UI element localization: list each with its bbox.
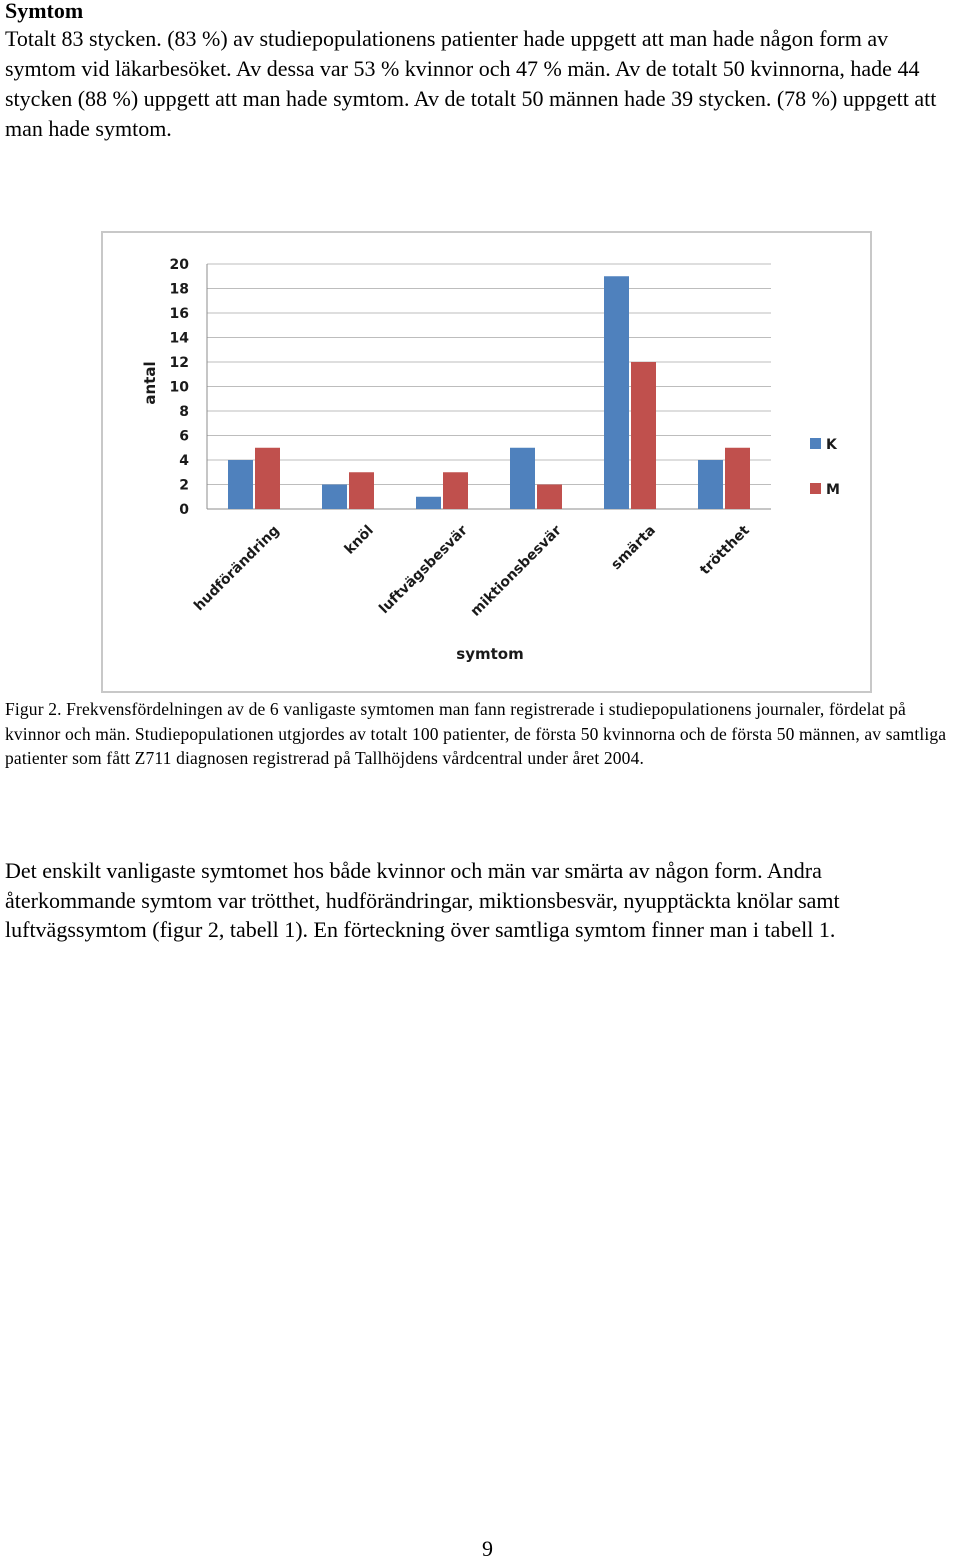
x-category-label: hudförändring [191,522,283,615]
bar-K-luftvägsbesvär [416,497,441,509]
y-tick-label: 12 [169,355,189,371]
y-tick-label: 2 [179,477,189,494]
x-category-label: trötthet [697,522,753,579]
y-tick-label: 10 [169,379,189,396]
x-category-label: knöl [341,522,377,558]
y-tick-label: 8 [179,404,189,420]
y-tick-label: 4 [179,453,189,469]
results-paragraph: Det enskilt vanligaste symtomet hos både kvinnor och män var smärta av någon form. Andra återkommande symtom var trötthet, hudförändringar, miktionsbesvär, nyupptäckta knölar samt luftvägssymtom (figur 2, tabell 1). En förteckning över samtliga symtom finner man i tabell 1. [5,858,840,942]
y-axis-title: antal [141,361,159,405]
bar-K-trötthet [698,460,723,509]
figure-2-chart [101,231,872,693]
bar-K-smärta [604,276,629,509]
intro-paragraph: Totalt 83 stycken. (83 %) av studiepopulationens patienter hade uppgett att man hade någon form av symtom vid läkarbesöket. Av dessa var 53 % kvinnor och 47 % män. Av de totalt 50 kvinnorna, hade 44 stycken (88 %) uppgett att man hade symtom. Av de totalt 50 männen hade 39 stycken. (78 %) uppgett att man hade symtom. [5,26,937,141]
bar-K-knöl [322,485,347,510]
x-axis-title: symtom [456,645,524,663]
bar-M-smärta [631,362,656,509]
figure-caption: Figur 2. Frekvensfördelningen av de 6 vanligaste symtomen man fann registrerade i studiepopulationens journaler, fördelat på kvinnor och män. Studiepopulationen utgjordes av totalt 100 patienter, de första 50 kvinnorna och de första 50 männen, av samtliga patienter som fått Z711 diagnosen registrerad på Tallhöjdens vårdcentral under året 2004. [5,699,947,768]
legend-label-K: K [826,437,837,453]
x-category-label: smärta [608,522,659,574]
bar-K-miktionsbesvär [510,448,535,509]
legend-swatch-K [810,438,821,449]
y-tick-label: 20 [169,257,189,273]
bar-M-knöl [349,472,374,509]
legend-label-M: M [826,482,840,498]
bar-M-hudförändring [255,448,280,509]
y-tick-label: 18 [169,281,189,298]
y-tick-label: 14 [169,330,189,347]
y-tick-label: 0 [179,502,189,518]
bar-M-trötthet [725,448,750,509]
y-tick-label: 6 [179,428,189,445]
bar-M-miktionsbesvär [537,485,562,510]
page-number: 9 [482,1536,493,1561]
x-category-label: miktionsbesvär [467,522,565,620]
x-category-label: luftvägsbesvär [376,522,471,618]
y-tick-label: 16 [169,306,189,322]
bar-K-hudförändring [228,460,253,509]
legend-swatch-M [810,483,821,494]
section-heading: Symtom [5,0,84,23]
bar-chart-svg [103,233,870,691]
bar-M-luftvägsbesvär [443,472,468,509]
